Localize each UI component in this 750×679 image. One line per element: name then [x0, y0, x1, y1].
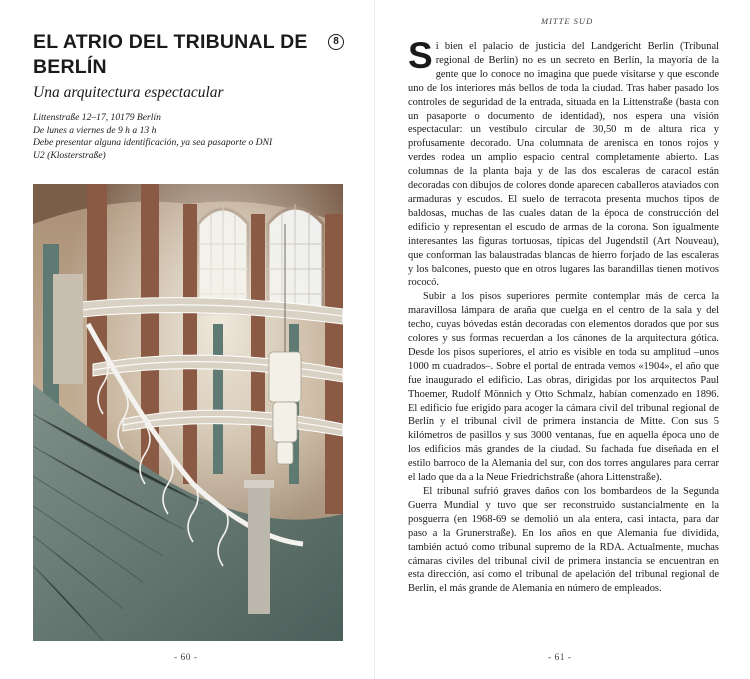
drop-cap: S	[408, 35, 433, 76]
location-number-badge: 8	[328, 34, 344, 50]
info-hours: De lunes a viernes de 9 h a 13 h	[33, 124, 157, 136]
page-number-right: - 61 -	[548, 653, 572, 663]
atrium-photo	[33, 184, 343, 641]
page-number-left: - 60 -	[174, 653, 198, 663]
paragraph-3: El tribunal sufrió graves daños con los bombardeos de la Segunda Guerra Mundial y tuvo que ser reconstruido sustancialmente en la posguerra (en 1968-69 se demolió un ala entera, casi intacta, para dar paso a la Grunerstraße). En los años en que Alemania fue dividida, también actuó como tribunal supremo de la RDA. Actualmente, muchas cámaras civiles del tribunal civil de primera instancia se encuentran en esta dirección, así como el tribunal de apelación del tribunal regional de Berlín, el más grande de Alemania en número de empleados.	[408, 486, 719, 595]
info-address: Littenstraße 12–17, 10179 Berlín	[33, 112, 161, 123]
page-title: EL ATRIO DEL TRIBUNAL DE BERLÍN	[33, 31, 308, 78]
practical-info	[33, 112, 343, 162]
paragraph-1-text: i bien el palacio de justicia del Landgericht Berlin (Tribunal regional de Berlín) no es un secreto en Berlín, la mayoría de la gente que lo conoce no imagina que puede visitarse y que esconde uno de los interiores más bellos de toda la ciudad. Tras haber pasado los controles de seguridad de la entrada, situada en la Littenstraße (basta con un pasaporte o documento de identidad), nos espera una visión espectacular: un vestíbulo circular de 30,50 m de altura rica y profusamente decorado. Una columnata de arenisca en tonos rojos y verdes rodea un amplio espacio central completamente abierto. Las columnas de la planta baja y de las dos escaleras de caracol están decoradas con dibujos de colores donde aparecen caballeros ataviados con armaduras y escudos. El suelo de terracota presenta muchos tipos de baldosas, muchas de las cuales datan de la época de construcción del edificio y representan el escudo de armas de la corona. Son igualmente interesantes las figuras tortuosas, típicas del Jugendstil (Art Nouveau), que conforman las balaustradas blancas de hierro forjado de las escaleras y los balcones, puesto que en otros lugares las barandillas tienen motivos rococó.	[408, 41, 719, 289]
page-subtitle: Una arquitectura espectacular	[33, 84, 224, 101]
info-requirements: Debe presentar alguna identificación, ya sea pasaporte o DNI	[33, 137, 273, 149]
paragraph-2: Subir a los pisos superiores permite contemplar más de cerca la maravillosa lámpara de araña que cuelga en el centro de la sala y del techo, cuyas bóvedas están decoradas con elementos dorados que por sus colores y sus formas recuerdan a los cánones de la arquitectura gótica. Desde los pisos superiores, el atrio es visible en toda su amplitud –unos 1000 m cuadrados–. Sobre el portal de entrada vemos «1904», el año que fue inaugurado el edificio. Las obras, dirigidas por los arquitectos Paul Thoemer, Rudolf Mönnich y Otto Schmalz, habían comenzado en 1896. El edificio fue erigido para acoger la cámara civil del tribunal regional de Berlín y el tribunal civil de primera instancia de Mitte. Con sus 5 kilómetros de pasillos y sus 3000 ventanas, fue en aquella época uno de los edificios más grandes de la ciudad. Su fachada fue diseñada en el estilo barroco de la Alemania del sur, con dos torres angulares para cerrar el lado que da a la Neue Friedrichstraße (ahora Littenstraße).	[408, 291, 719, 484]
running-head: MITTE SUD	[541, 16, 594, 26]
info-transport: U2 (Klosterstraße)	[33, 149, 106, 161]
paragraph-1	[408, 35, 719, 290]
article-body	[408, 35, 719, 596]
